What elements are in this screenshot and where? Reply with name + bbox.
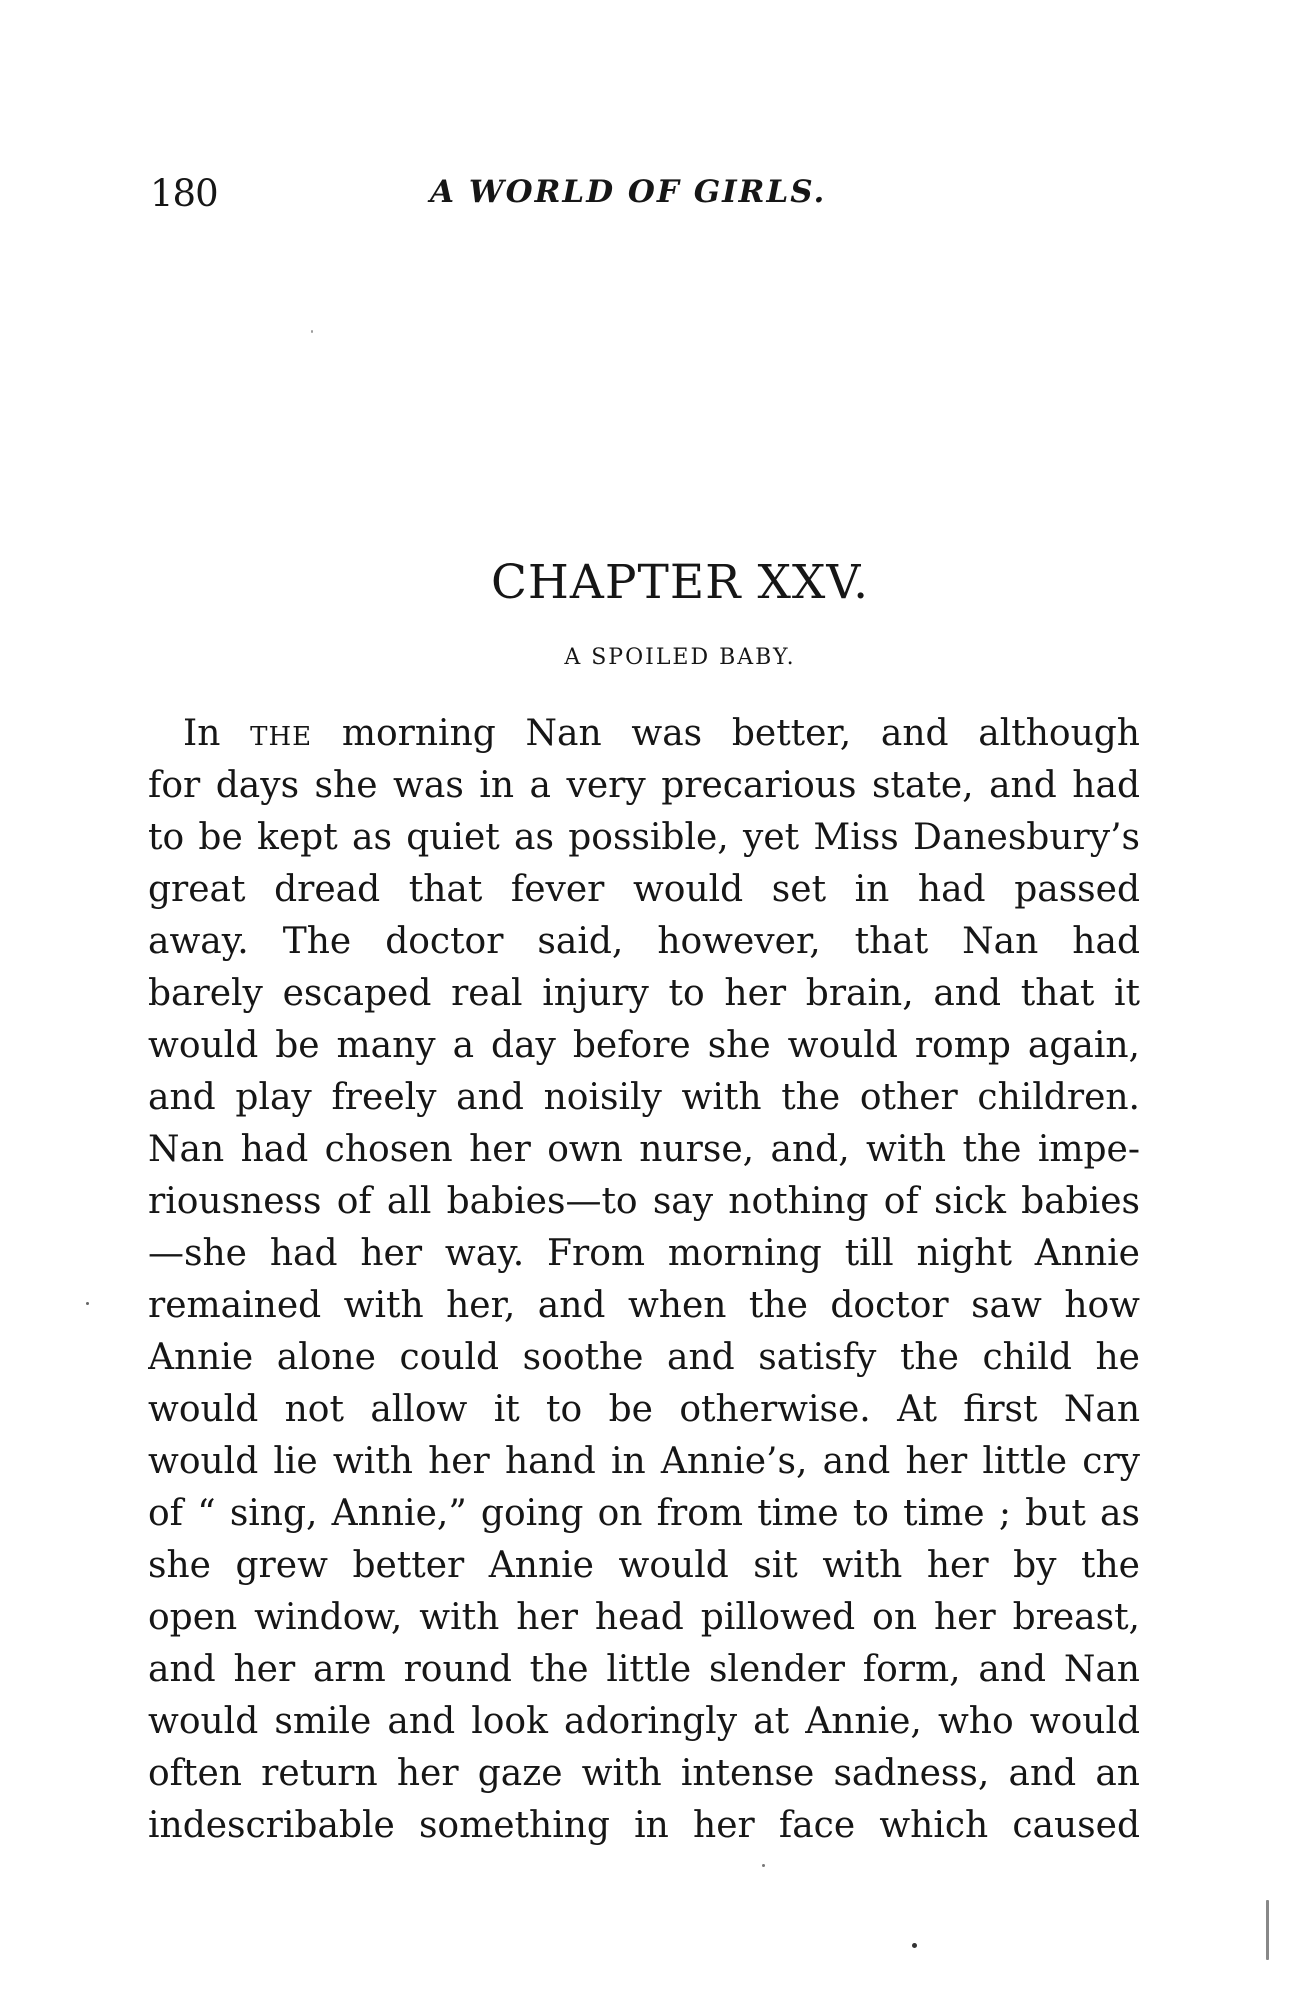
text-line: riousness of all babies—to say nothing of sick babies xyxy=(148,1181,1140,1222)
scan-speck xyxy=(1266,1900,1269,1960)
text-line: often return her gaze with intense sadness, and an xyxy=(148,1753,1140,1794)
text-line: indescribable something in her face which caused xyxy=(148,1805,1140,1846)
text-line: remained with her, and when the doctor saw how xyxy=(148,1285,1140,1326)
scan-speck xyxy=(86,1302,89,1305)
text-line: would smile and look adoringly at Annie, who would xyxy=(148,1701,1140,1742)
running-title: A WORLD OF GIRLS. xyxy=(430,174,827,210)
text-line: to be kept as quiet as possible, yet Miss Danesbury’s xyxy=(148,817,1140,858)
text-line: and her arm round the little slender form, and Nan xyxy=(148,1649,1140,1690)
text-line: barely escaped real injury to her brain, and that it xyxy=(148,973,1140,1014)
text-line xyxy=(148,708,1140,760)
text-line: would be many a day before she would romp again, xyxy=(148,1025,1140,1066)
scan-speck xyxy=(912,1943,917,1948)
lead-word: In xyxy=(183,713,221,754)
text-line: of “ sing, Annie,” going on from time to time ; but as xyxy=(148,1493,1140,1534)
text-line: would lie with her hand in Annie’s, and her little cry xyxy=(148,1441,1140,1482)
text-line: open window, with her head pillowed on her breast, xyxy=(148,1597,1140,1638)
text-line: Nan had chosen her own nurse, and, with the impe- xyxy=(148,1129,1140,1170)
scan-speck xyxy=(311,330,313,333)
running-head xyxy=(150,172,1120,222)
text-line: she grew better Annie would sit with her by the xyxy=(148,1545,1140,1586)
chapter-title: CHAPTER XXV. xyxy=(490,555,870,610)
line-text: morning Nan was better, and although xyxy=(341,713,1140,754)
text-line: and play freely and noisily with the other children. xyxy=(148,1077,1140,1118)
lead-smallcaps: THE xyxy=(250,722,313,752)
scan-speck xyxy=(762,1864,765,1867)
chapter-subtitle: A SPOILED BABY. xyxy=(564,645,796,670)
page-number: 180 xyxy=(150,172,218,215)
text-line: —she had her way. From morning till night Annie xyxy=(148,1233,1140,1274)
text-line: away. The doctor said, however, that Nan had xyxy=(148,921,1140,962)
text-line: great dread that fever would set in had passed xyxy=(148,869,1140,910)
text-line: would not allow it to be otherwise. At first Nan xyxy=(148,1389,1140,1430)
chapter-body-paragraph xyxy=(148,708,1140,1852)
text-line: for days she was in a very precarious state, and had xyxy=(148,765,1140,806)
text-line: Annie alone could soothe and satisfy the child he xyxy=(148,1337,1140,1378)
